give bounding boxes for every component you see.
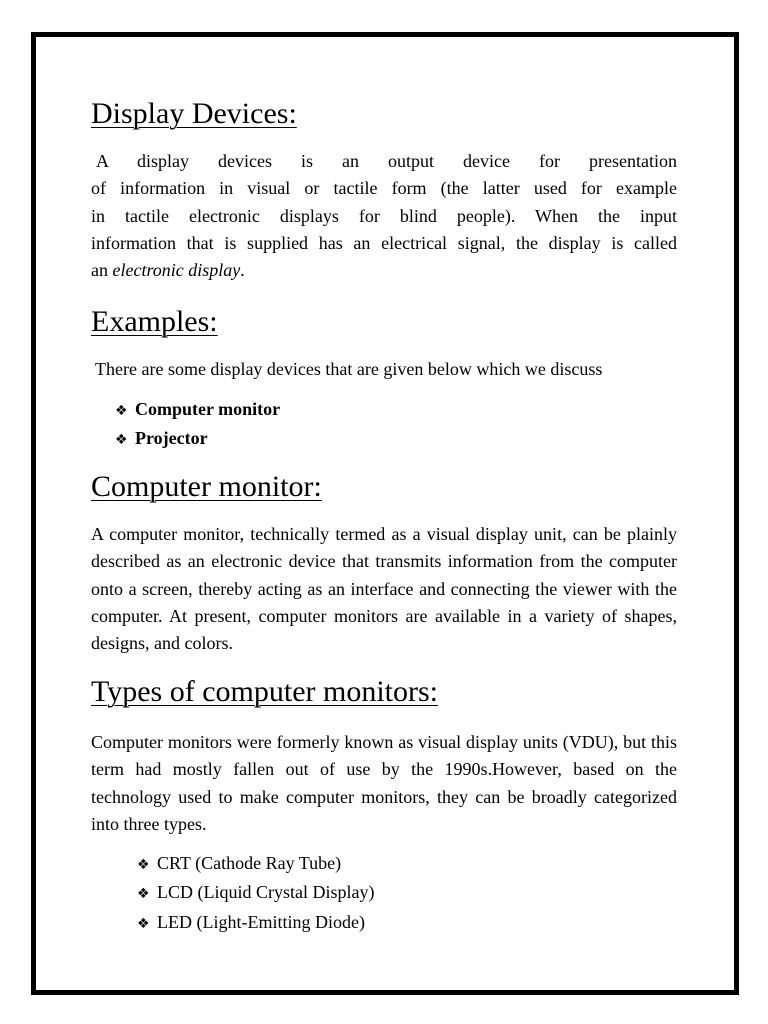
line-prefix: an: [91, 260, 113, 281]
list-item: ❖ Computer monitor: [115, 396, 280, 425]
heading-computer-monitor: Computer monitor:: [91, 470, 322, 503]
list-item: ❖ LED (Light-Emitting Diode): [137, 909, 374, 938]
paragraph-types-of-monitors: Computer monitors were formerly known as visual display units (VDU), but this term had mostly fallen out of use by the 1990s.However, based on the technology used to make computer monitors, they can be broadly categorized into three types.: [91, 732, 677, 834]
list-item: ❖ Projector: [115, 425, 280, 454]
paragraph-line: in tactile electronic displays for blind people). When the input: [91, 205, 677, 226]
diamond-bullet-icon: ❖: [115, 432, 128, 449]
examples-intro: There are some display devices that are given below which we discuss: [95, 359, 603, 379]
paragraph-line: A display devices is an output device for presentation: [96, 151, 677, 171]
heading-types-of-monitors: Types of computer monitors:: [91, 675, 439, 708]
paragraph-line: [91, 257, 677, 284]
monitor-types-list: [137, 850, 374, 938]
paragraph-computer-monitor: A computer monitor, technically termed as a visual display unit, can be plainly described as an electronic device that transmits information from the computer onto a screen, thereby acting as an interface and connecting the viewer with the computer. At present, computer monitors are available in a variety of shapes, designs, and colors.: [91, 524, 677, 654]
list-item: ❖ LCD (Liquid Crystal Display): [137, 879, 374, 908]
diamond-bullet-icon: ❖: [115, 403, 128, 419]
diamond-bullet-icon: ❖: [137, 886, 150, 903]
diamond-bullet-icon: ❖: [137, 915, 150, 932]
paragraph-line: of information in visual or tactile form (the latter used for example: [91, 178, 677, 199]
paragraph-line: information that is supplied has an electrical signal, the display is called: [91, 232, 677, 253]
line-suffix: .: [240, 260, 245, 281]
heading-examples: Examples:: [91, 305, 218, 338]
italic-term: electronic display: [112, 260, 241, 281]
examples-list: [115, 396, 280, 455]
diamond-bullet-icon: ❖: [137, 857, 150, 873]
heading-display-devices: Display Devices:: [91, 97, 297, 130]
list-item: ❖ CRT (Cathode Ray Tube): [137, 850, 374, 879]
paragraph-display-devices: [91, 148, 677, 284]
